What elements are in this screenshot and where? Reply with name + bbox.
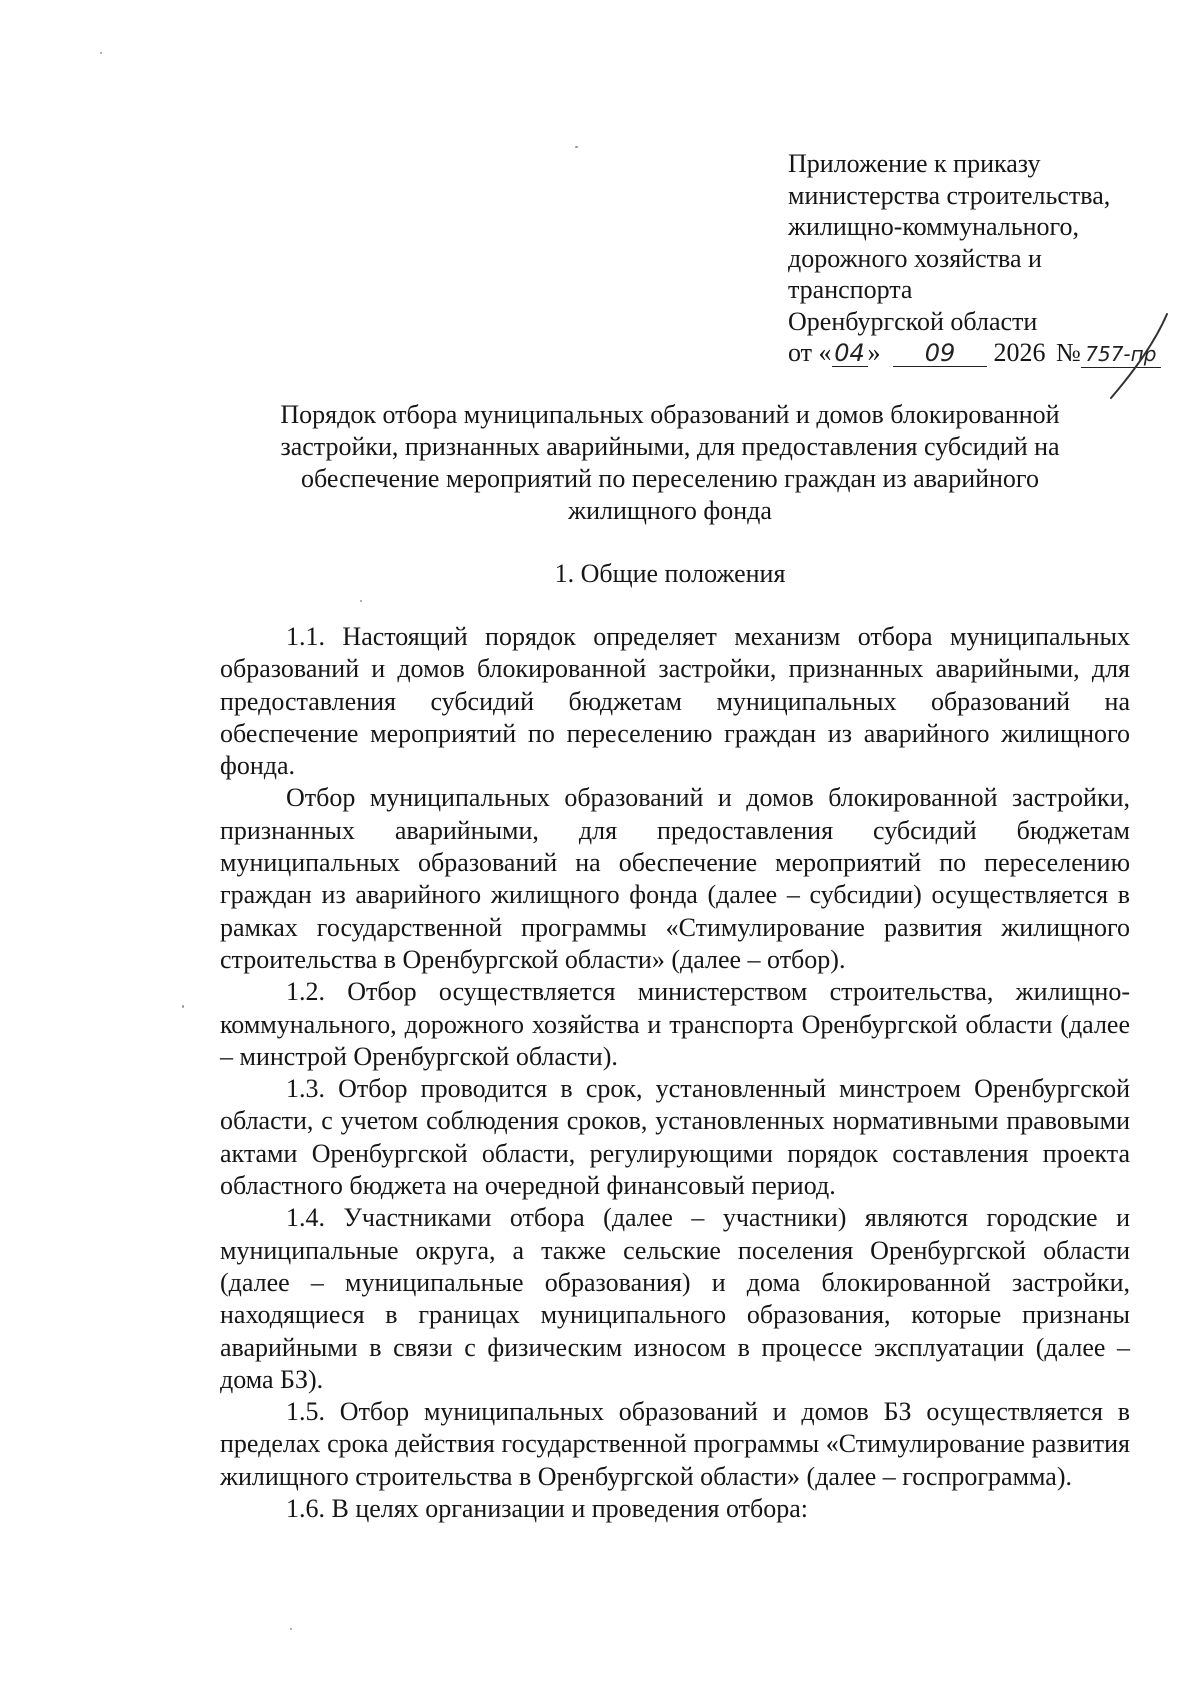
order-number: 757-пр	[1081, 341, 1161, 368]
appendix-line: Оренбургской области	[788, 306, 1038, 336]
appendix-line: Приложение к приказу	[788, 149, 1041, 178]
paragraph-1-5: 1.5. Отбор муниципальных образований и домов БЗ осуществляется в пределах срока действия государственной программы «Стимулирование развития жилищного строительства в Оренбургской области» (далее – госпрограмма).	[220, 1397, 1130, 1491]
paragraph-1-6: 1.6. В целях организации и проведения отбора:	[286, 1494, 809, 1524]
paragraph-1-2: 1.2. Отбор осуществляется министерством строительства, жилищно-коммунального, дорожного хозяйства и транспорта Оренбургской области (далее – минстрой Оренбургской области).	[220, 977, 1130, 1071]
appendix-line: министерства строительства,	[788, 180, 1111, 210]
title-line: обеспечение мероприятий по переселению граждан из аварийного	[301, 464, 1039, 493]
document-body	[220, 621, 1130, 1525]
document-title	[250, 399, 1090, 527]
title-line: жилищного фонда	[568, 496, 772, 525]
handwritten-slash-mark	[1105, 312, 1175, 402]
date-prefix: от «	[788, 338, 832, 367]
scan-speck	[360, 600, 362, 602]
appendix-line: дорожного хозяйства и	[788, 243, 1042, 273]
title-line: Порядок отбора муниципальных образований и домов блокированной	[280, 400, 1060, 429]
date-day: 04	[832, 340, 868, 367]
paragraph-1-4: 1.4. Участниками отбора (далее – участники) являются городские и муниципальные округа, а также сельские поселения Оренбургской области (далее – муниципальные образования) и дома блокированной застройки, находящиеся в границах муниципального образования, которые признаны аварийными в связи с физическим износом в процессе эксплуатации (далее – дома БЗ).	[220, 1203, 1130, 1394]
section-heading: 1. Общие положения	[554, 559, 786, 588]
date-month: 09	[893, 340, 987, 367]
scan-speck	[290, 1628, 292, 1630]
scan-speck	[575, 146, 578, 148]
scan-speck	[100, 52, 102, 54]
paragraph-1-3: 1.3. Отбор проводится в срок, установленный минстроем Оренбургской области, с учетом соблюдения сроков, установленных нормативными правовыми актами Оренбургской области, регулирующими порядок составления проекта областного бюджета на очередной финансовый период.	[220, 1074, 1130, 1201]
date-year: 2026	[993, 338, 1046, 367]
paragraph-1-1-continued: Отбор муниципальных образований и домов блокированной застройки, признанных аварийными, для предоставления субсидий бюджетам муниципальных образований на обеспечение мероприятий по переселению граждан из аварийного жилищного фонда (далее – субсидии) осуществляется в рамках государственной программы «Стимулирование развития жилищного строительства в Оренбургской области» (далее – отбор).	[220, 783, 1130, 974]
number-prefix: №	[1056, 338, 1081, 367]
title-line: застройки, признанных аварийными, для предоставления субсидий на	[280, 432, 1060, 461]
date-separator: »	[867, 338, 881, 367]
scan-speck	[182, 1005, 184, 1008]
appendix-line: транспорта	[788, 275, 913, 304]
paragraph-1-1: 1.1. Настоящий порядок определяет механизм отбора муниципальных образований и домов блокированной застройки, признанных аварийными, для предоставления субсидий бюджетам муниципальных образований на обеспечение мероприятий по переселению граждан из аварийного жилищного фонда.	[220, 622, 1130, 781]
appendix-line: жилищно-коммунального,	[788, 212, 1080, 241]
